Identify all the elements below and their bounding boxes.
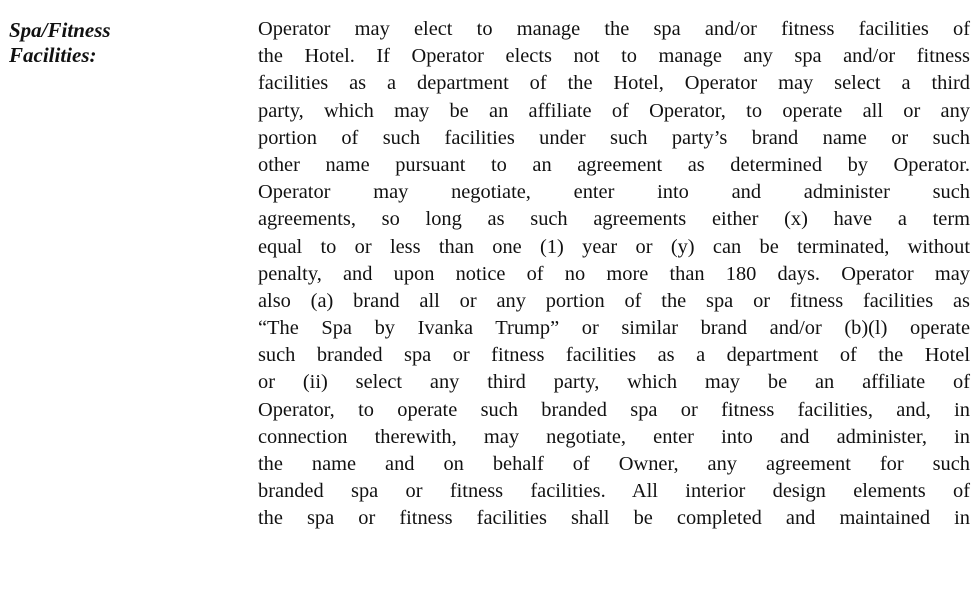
body-line: also (a) brand all or any portion of the spa or fitness facilities as	[258, 289, 970, 312]
body-line: connection therewith, may negotiate, enter into and administer, in	[258, 425, 970, 448]
body-line: party, which may be an affiliate of Operator, to operate all or any	[258, 99, 970, 122]
body-line: agreements, so long as such agreements either (x) have a term	[258, 208, 970, 231]
body-line: such branded spa or fitness facilities as a department of the Hotel	[258, 344, 970, 367]
body-line: Operator may negotiate, enter into and administer such	[258, 181, 970, 204]
body-line: the name and on behalf of Owner, any agreement for such	[258, 453, 970, 475]
body-line: the Hotel. If Operator elects not to manage any spa and/or fitness	[258, 45, 970, 68]
section-heading	[9, 18, 239, 68]
heading-line-1: Spa/Fitness	[9, 18, 111, 42]
body-line: branded spa or fitness facilities. All interior design elements of	[258, 480, 970, 503]
section-body	[258, 16, 970, 533]
body-line: equal to or less than one (1) year or (y) can be terminated, without	[258, 235, 970, 258]
body-line: other name pursuant to an agreement as determined by Operator.	[258, 153, 970, 176]
body-line: portion of such facilities under such party’s brand name or such	[258, 126, 970, 149]
body-line: Operator may elect to manage the spa and/or fitness facilities of	[258, 18, 970, 40]
heading-line-2: Facilities:	[9, 43, 97, 67]
body-line: the spa or fitness facilities shall be completed and maintained in	[258, 507, 970, 530]
body-line: “The Spa by Ivanka Trump” or similar brand and/or (b)(l) operate	[258, 317, 970, 340]
body-line: Operator, to operate such branded spa or fitness facilities, and, in	[258, 398, 970, 421]
body-line: facilities as a department of the Hotel, Operator may select a third	[258, 72, 970, 95]
body-line: penalty, and upon notice of no more than 180 days. Operator may	[258, 262, 970, 285]
body-line: or (ii) select any third party, which may be an affiliate of	[258, 371, 970, 394]
